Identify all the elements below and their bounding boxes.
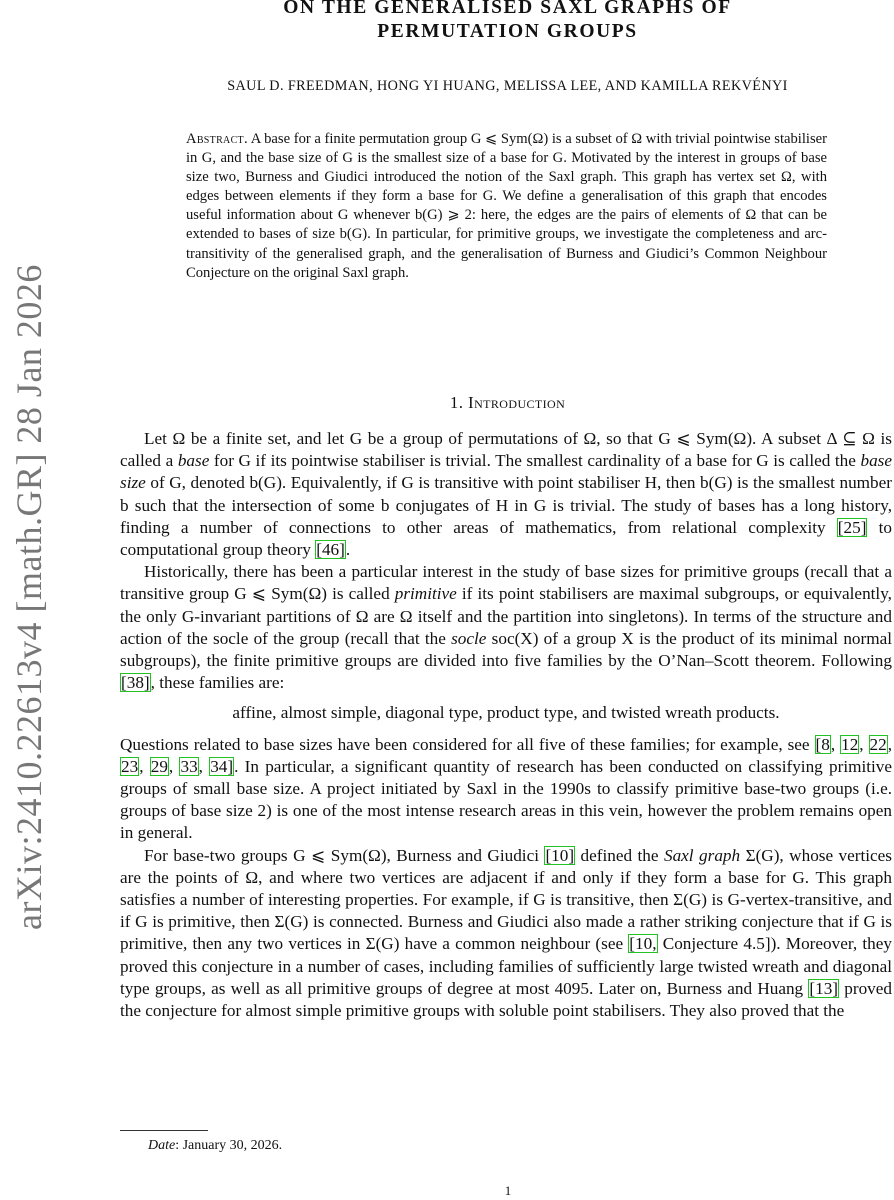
text-run: proved the conjecture for almost simple primitive groups with soluble point stabilisers. They also proved that the xyxy=(120,978,892,1021)
date-footnote xyxy=(148,1138,282,1154)
arxiv-identifier-stamp: arXiv:2410.22613v4 [math.GR] 28 Jan 2026 xyxy=(9,264,49,930)
footnote-text: : January 30, 2026. xyxy=(175,1138,283,1153)
citation-link[interactable]: [8 xyxy=(815,734,830,754)
abstract xyxy=(186,130,827,283)
text-run: of G, denoted b(G). Equivalently, if G is transitive with point stabiliser H, then b(G) is the smallest number b such that the intersection of some b conjugates of H in G is trivial. The study of bases has a long history, finding a number of connections to other areas of mathematics, from relational complexity xyxy=(120,473,892,537)
footnote-divider xyxy=(120,1130,208,1131)
citation-link[interactable]: [46] xyxy=(316,540,345,560)
text-run: soc(X) of a group X is the product of its minimal normal subgroups), the finite primitive groups are divided into five families by the O’Nan–Scott theorem. Following xyxy=(120,628,893,671)
abstract-text: A base for a finite permutation group G ⩽ Sym(Ω) is a subset of Ω with trivial pointwise stabiliser in G, and the base size of G is the smallest size of a base for G. Motivated by the interest in groups of base size two, Burness and Giudici introduced the notion of the Saxl graph. This graph has vertex set Ω, with edges between elements if they form a base for G. We define a generalisation of this graph that encodes useful information about G whenever b(G) ⩾ 2: here, the edges are the pairs of elements of Ω that can be extended to bases of size b(G). In particular, for primitive groups, we investigate the completeness and arc-transitivity of the generalised graph, and the generalisation of Burness and Giudici’s Common Neighbour Conjecture on the original Saxl graph. xyxy=(186,131,827,281)
citation-link[interactable]: 34] xyxy=(210,756,234,776)
abstract-label: Abstract. xyxy=(186,131,248,147)
citation-locator: Conjecture 4.5] xyxy=(662,934,771,954)
text-run: for G if its pointwise stabiliser is trivial. The smallest cardinality of a base for G is called the xyxy=(209,451,861,471)
text-run: Let Ω be a finite set, and let G be a group of permutations of Ω, so that G ⩽ Sym(Ω). A subset Δ ⊆ Ω is called a xyxy=(120,429,892,471)
paragraph-4 xyxy=(120,845,892,1023)
page-number: 1 xyxy=(504,1183,512,1198)
title-line-2: PERMUTATION GROUPS xyxy=(377,21,638,42)
defined-term: base xyxy=(177,451,210,471)
citation-link[interactable]: [13] xyxy=(809,978,839,998)
text-run: if its point stabilisers are maximal subgroups, or equivalently, the only G-invariant partitions of Ω are Ω itself and the partition into singletons). In terms of the structure and action of the socle of the group (recall that the xyxy=(120,584,892,648)
text-run: to computational group theory xyxy=(120,517,892,560)
title-line-1: ON THE GENERALISED SAXL GRAPHS OF xyxy=(283,0,732,18)
citation-link[interactable]: [25] xyxy=(837,517,867,537)
text-run: For base-two groups G ⩽ Sym(Ω), Burness and Giudici xyxy=(144,845,545,865)
paragraph-1 xyxy=(120,428,892,561)
text-run: , these families are: xyxy=(150,673,285,693)
section-title: Introduction xyxy=(468,393,566,412)
text-run: . In particular, a significant quantity of research has been conducted on classifying primitive groups of small base size. A project initiated by Saxl in the 1990s to classify primitive base-two groups (i.e. groups of base size 2) is one of the most intense research areas in this vein, however the problem remains open in general. xyxy=(120,756,893,843)
text-run: Σ(G), whose vertices are the points of Ω, and where two vertices are adjacent if and only if they form a base for G. This graph satisfies a number of interesting properties. For example, if G is transitive, then Σ(G) is G-vertex-transitive, and if G is primitive, then Σ(G) is connected. Burness and Giudici also made a rather striking conjecture that if G is primitive, then any two vertices in Σ(G) have a common neighbour (see xyxy=(120,845,892,954)
author-list: SAUL D. FREEDMAN, HONG YI HUANG, MELISSA LEE, AND KAMILLA REKVÉNYI xyxy=(227,78,788,94)
paragraph-2 xyxy=(120,561,892,694)
body-text xyxy=(120,428,892,1022)
citation-link[interactable]: [10, xyxy=(629,934,657,954)
citation-link[interactable]: [10] xyxy=(545,845,575,865)
defined-term: socle xyxy=(451,628,487,648)
text-run: defined the xyxy=(575,845,664,865)
paper-title xyxy=(120,0,894,44)
text-run: Historically, there has been a particular interest in the study of base sizes for primitive groups (recall that a transitive group G ⩽ Sym(Ω) is called xyxy=(120,562,892,604)
citation-link[interactable]: [38] xyxy=(121,673,150,693)
citation-link[interactable]: 33 xyxy=(180,756,198,776)
defined-term: Saxl graph xyxy=(663,845,741,865)
text-run: . xyxy=(345,540,351,560)
text-run: Questions related to base sizes have been considered for all five of these families; for example, see xyxy=(120,734,815,754)
defined-term: base size xyxy=(120,451,892,493)
text-run: ). Moreover, they proved this conjecture in a number of cases, including families of sufficiently large twisted wreath and diagonal type groups, as well as all primitive groups of degree at most 4095. Later on, Burness and Huang xyxy=(120,934,892,998)
section-heading xyxy=(120,393,894,413)
footnote-label: Date xyxy=(148,1138,176,1153)
citation-link[interactable]: 29 xyxy=(150,756,168,776)
citation-link[interactable]: 22 xyxy=(869,734,887,754)
section-number: 1. xyxy=(449,393,464,412)
citation-link[interactable]: 12 xyxy=(841,734,859,754)
paragraph-3: Questions related to base sizes have been considered for all five of these families; for example, see [8, 12, 22, 23, 29, 33, 34]. In particular, a significant quantity of research has been conducted on classifying primitive groups of small base size. A project initiated by Saxl in the 1990s to classify primitive base-two groups (i.e. groups of base size 2) is one of the most intense research areas in this vein, however the problem remains open in general. xyxy=(120,734,893,843)
defined-term: primitive xyxy=(394,584,457,604)
citation-link[interactable]: 23 xyxy=(121,756,139,776)
primitive-families-list: affine, almost simple, diagonal type, product type, and twisted wreath products. xyxy=(232,703,780,723)
